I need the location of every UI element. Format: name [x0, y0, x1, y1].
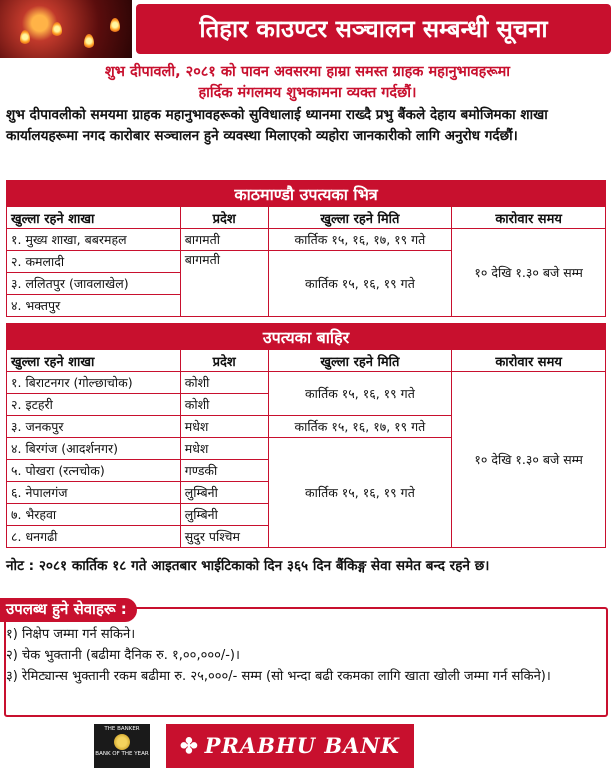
province-cell: मधेश [180, 416, 268, 438]
branch-cell: ८. धनगढी [7, 526, 181, 548]
page-title: तिहार काउण्टर सञ्चालन सम्बन्धी सूचना [136, 4, 611, 54]
branch-cell: ३. जनकपुर [7, 416, 181, 438]
diya-icon [110, 18, 120, 32]
col-province-header: प्रदेश [180, 350, 268, 372]
valley-table-title: काठमाण्डौ उपत्यका भित्र [7, 181, 606, 207]
branch-cell: २. इटहरी [7, 394, 181, 416]
diya-icon [84, 34, 94, 48]
list-item: १) निक्षेप जम्मा गर्न सकिने। [6, 627, 136, 642]
province-cell: लुम्बिनी [180, 504, 268, 526]
list-item: २) चेक भुक्तानी (बढीमा दैनिक रु. १,००,०००/-)। [6, 648, 240, 663]
award-seal-icon [114, 734, 130, 750]
province-cell: बागमती [180, 229, 268, 251]
services-list [6, 624, 606, 687]
diya-icon [52, 22, 62, 36]
province-cell: लुम्बिनी [180, 482, 268, 504]
province-cell: कोशी [180, 394, 268, 416]
table-row [7, 372, 606, 394]
col-time-header: कारोवार समय [452, 207, 606, 229]
greeting-text [0, 62, 615, 104]
bank-name: PRABHU BANK [204, 733, 400, 758]
greeting-line-1: शुभ दीपावली, २०८१ को पावन अवसरमा हाम्रा समस्त ग्राहक महानुभावहरूमा [104, 64, 511, 80]
branch-cell: ५. पोखरा (रत्नचोक) [7, 460, 181, 482]
list-item: ३) रेमिट्यान्स भुक्तानी रकम बढीमा रु. २५,०००/- सम्म (सो भन्दा बढी रकमका लागि खाता खोली जम्मा गर्न सकिने)। [6, 669, 551, 684]
col-branch-header: खुल्ला रहने शाखा [7, 207, 181, 229]
notice-header [0, 0, 615, 58]
branch-cell: १. बिराटनगर (गोल्छाचोक) [7, 372, 181, 394]
province-cell: मधेश [180, 438, 268, 460]
time-cell: १० देखि १.३० बजे सम्म [452, 229, 606, 317]
branch-cell: ३. ललितपुर (जावलाखेल) [7, 273, 181, 295]
outside-table-title: उपत्यका बाहिर [7, 324, 606, 350]
dates-cell: कार्तिक १५, १६, १९ गते [268, 251, 452, 317]
province-cell: सुदुर पश्चिम [180, 526, 268, 548]
diya-icon [20, 30, 30, 44]
holiday-note: नोट : २०८१ कार्तिक १८ गते आइतबार भाईटिकाको दिन ३६५ दिन बैंकिङ्ग सेवा समेत बन्द रहने छ। [6, 558, 490, 574]
dates-cell: कार्तिक १५, १६, १७, १९ गते [268, 229, 452, 251]
branch-cell: ६. नेपालगंज [7, 482, 181, 504]
branch-cell: २. कमलादी [7, 251, 181, 273]
branch-cell: ४. बिरगंज (आदर्शनगर) [7, 438, 181, 460]
col-branch-header: खुल्ला रहने शाखा [7, 350, 181, 372]
time-cell: १० देखि १.३० बजे सम्म [452, 372, 606, 548]
banker-award-subtitle: BANK OF THE YEAR [95, 751, 149, 757]
bank-logo [166, 724, 414, 768]
col-province-header: प्रदेश [180, 207, 268, 229]
province-cell: बागमती [180, 251, 268, 317]
col-dates-header: खुल्ला रहने मिति [268, 207, 452, 229]
services-title: उपलब्ध हुने सेवाहरू : [0, 598, 137, 622]
dates-cell: कार्तिक १५, १६, १९ गते [268, 438, 452, 548]
col-dates-header: खुल्ला रहने मिति [268, 350, 452, 372]
flower-logo-icon: ✤ [180, 733, 199, 758]
col-time-header: कारोवार समय [452, 350, 606, 372]
table-row [7, 229, 606, 251]
greeting-line-2: हार्दिक मंगलमय शुभकामना व्यक्त गर्दछौं। [198, 85, 417, 101]
branch-cell: ७. भैरहवा [7, 504, 181, 526]
valley-branches-table [6, 180, 606, 317]
province-cell: गण्डकी [180, 460, 268, 482]
dates-cell: कार्तिक १५, १६, १७, १९ गते [268, 416, 452, 438]
outside-valley-branches-table [6, 323, 606, 548]
province-cell: कोशी [180, 372, 268, 394]
banker-award-title: THE BANKER [104, 726, 140, 732]
branch-cell: ४. भक्तपुर [7, 295, 181, 317]
diwali-lamps-image [0, 0, 132, 58]
branch-cell: १. मुख्य शाखा, बबरमहल [7, 229, 181, 251]
dates-cell: कार्तिक १५, १६, १९ गते [268, 372, 452, 416]
intro-paragraph: शुभ दीपावलीको समयमा ग्राहक महानुभावहरूको सुविधालाई ध्यानमा राख्दै प्रभु बैंकले देहाय बमोजिमका शाखा कार्यालयहरूमा नगद कारोबार सञ्चालन हुने व्यवस्था मिलाएको व्यहोरा जानकारीको लागि अनुरोध गर्दछौं। [6, 107, 548, 144]
banker-award-badge [94, 724, 150, 768]
